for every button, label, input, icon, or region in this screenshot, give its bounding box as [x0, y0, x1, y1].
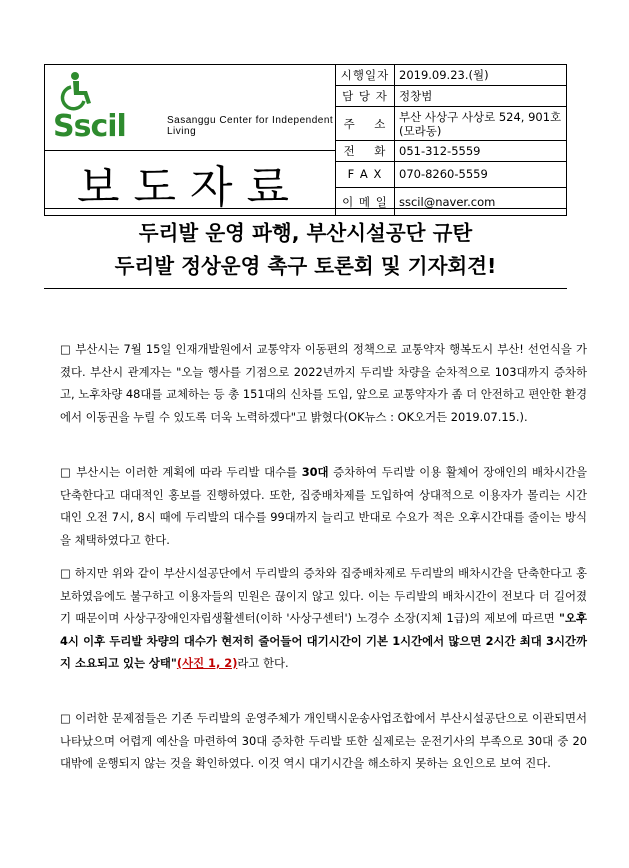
divider-bottom — [44, 288, 567, 289]
paragraph-1: □ 부산시는 7월 15일 인재개발원에서 교통약자 이동편의 정책으로 교통약자 행복도시 부산! 선언식을 가졌다. 부산시 관계자는 "오늘 행사를 기점으로 2022년까지 두리발 차량을 순차적으로 103대까지 증차하고, 노후차량 48대를 교체하는 등 총 151대의 신차를 도입, 앞으로 교통약자가 좀 더 안전하고 편안한 환경에서 이동권을 누릴 수 있도록 더욱 노력하겠다"고 밝혔다(OK뉴스 : OK오거든 2019.07.15.). — [60, 342, 587, 424]
info-phone: 051-312-5559 — [395, 141, 567, 162]
p2-bold: 30대 — [301, 465, 329, 479]
logo-area — [45, 65, 336, 151]
logo-tagline: Sasanggu Center for Independent Living — [167, 115, 334, 137]
info-email: sscil@naver.com — [395, 188, 567, 216]
p3-text: 라고 한다. — [237, 656, 289, 670]
headline-line1: 두리발 운영 파행, 부산시설공단 규탄 — [138, 221, 473, 245]
page-title-cell — [45, 151, 336, 216]
logo-wordmark: Sscil — [53, 109, 126, 144]
info-contact: 정창범 — [395, 86, 567, 107]
paragraph-3 — [60, 562, 587, 675]
info-label: 담 당 자 — [336, 86, 395, 107]
p3-quote: "오후 4시 이후 두리발 차량의 대수가 현저히 줄어들어 대기시간이 기본 1시간에서 많으면 2시간 최대 3시간까지 소요되고 있는 상태" — [60, 611, 587, 670]
paragraph-4: □ 이러한 문제점들은 기존 두리발의 운영주체가 개인택시운송사업조합에서 부산시설공단으로 이관되면서 나타났으며 어렵게 예산을 마련하여 30대 증차한 두리발 또한 실제로는 운전기사의 부족으로 30대 중 20대밖에 운행되지 않는 것을 확인하였다. 이것 역시 대기시간을 해소하지 못하는 요인으로 보여 진다. — [60, 711, 587, 770]
info-date: 2019.09.23.(월) — [395, 65, 567, 86]
page-title: 보도자료 — [76, 162, 303, 213]
info-label: F A X — [336, 161, 395, 188]
p2-text: 증차하여 두리발 이용 활체어 장애인의 배차시간을 단축한다고 대대적인 홍보를 진행하였다. 또한, 집중배차제를 도입하여 상대적으로 이용자가 몰리는 시간대인 오전 7시, 8시 때에 두리발의 대수를 99대까지 늘리고 반대로 수요가 적은 오후시간대를 줄이는 방식을 채택하였다고 한다. — [60, 465, 588, 547]
p3-text: □ 하지만 위와 같이 부산시설공단에서 두리발의 증차와 집중배차제로 두리발의 배차시간을 단축한다고 홍보하였음에도 불구하고 이용자들의 민원은 끊이지 않고 있다. 이는 두리발의 배차시간이 전보다 더 길어졌기 때문이며 사상구장애인자립생활센터(이하 '사상구센터') 노경수 소장(지체 1급)의 제보에 따르면 — [60, 566, 587, 625]
headline-line2: 두리발 정상운영 촉구 토론회 및 기자회견! — [114, 254, 497, 278]
info-label: 주 소 — [336, 107, 395, 141]
header-table — [44, 64, 567, 216]
wheelchair-logo-icon — [57, 71, 97, 111]
p2-text: □ 부산시는 이러한 계획에 따라 두리발 대수를 — [60, 465, 302, 479]
info-label: 시행일자 — [336, 65, 395, 86]
divider-top — [44, 208, 567, 209]
info-address: 부산 사상구 사상로 524, 901호 (모라동) — [395, 107, 567, 141]
photo-reference-link[interactable]: (사진 1, 2) — [176, 656, 238, 670]
info-label: 전 화 — [336, 141, 395, 162]
paragraph-2 — [60, 461, 587, 551]
info-label: 이 메 일 — [336, 188, 395, 216]
info-fax: 070-8260-5559 — [395, 161, 567, 188]
